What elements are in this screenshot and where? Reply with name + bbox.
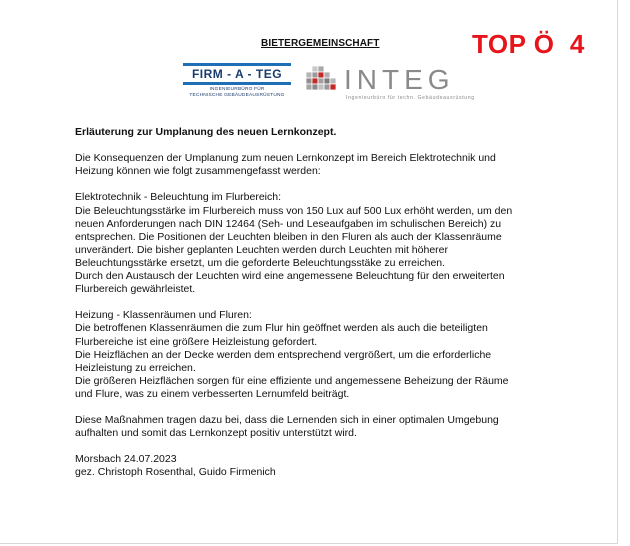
intro-line: Heizung können wie folgt zusammengefasst werden:: [75, 165, 321, 178]
section-electrical-line: unverändert. Die bisher geplanten Leuchten werden durch Leuchten mit höherer: [75, 243, 448, 256]
signature-date: Morsbach 24.07.2023: [75, 453, 177, 466]
integ-logo: [296, 63, 475, 103]
section-electrical-line: neuen Anforderungen nach DIN 12464 (Seh- und Leseaufgaben im schulischen Bereich) zu: [75, 217, 502, 230]
section-electrical-line: entsprechen. Die Positionen der Leuchten bleiben in den Fluren als auch der Klassenräume: [75, 230, 502, 243]
firm-a-teg-logo: [183, 62, 291, 102]
firm-a-teg-subtitle-line2: TECHNISCHE GEBÄUDEAUSRÜSTUNG: [189, 93, 285, 98]
conclusion-line: Diese Maßnahmen tragen dazu bei, dass die Lernenden sich in einer optimalen Umgebung: [75, 414, 499, 427]
section-heating-line: Die Heizflächen an der Decke werden dem entsprechend vergrößert, um die erforderliche: [75, 348, 492, 361]
section-heating-line: Die größeren Heizflächen sorgen für eine effiziente und angemessene Beheizung der Räume: [75, 374, 509, 387]
section-heating-line: und Flure, was zu einem verbesserten Lernumfeld beiträgt.: [75, 387, 350, 400]
section-electrical-line: Die Beleuchtungsstärke im Flurbereich muss von 150 Lux auf 500 Lux erhöht werden, um den: [75, 204, 513, 217]
firm-a-teg-subtitle: [183, 87, 291, 99]
agenda-item-label: TOP Ö 4: [472, 29, 585, 59]
signature-names: gez. Christoph Rosenthal, Guido Firmenich: [75, 466, 276, 479]
section-electrical-line: Beleuchtungsstärke ersetzt, um die geforderte Beleuchtungsstäke zu erreichen.: [75, 256, 446, 269]
section-heating-line: Flurbereiche ist eine größere Heizleistung gefordert.: [75, 335, 318, 348]
firm-a-teg-wordmark: FIRM - A - TEG: [191, 66, 283, 81]
section-electrical-heading: Elektrotechnik - Beleuchtung im Flurbereich:: [75, 191, 282, 204]
section-heating-line: Die betroffenen Klassenräumen die zum Flur hin geöffnet werden als auch die beteiligten: [75, 322, 488, 335]
section-electrical-line: Flurbereich gewährleistet.: [75, 283, 196, 296]
conclusion-line: aufhalten und somit das Lernkonzept positiv unterstützt wird.: [75, 427, 357, 440]
section-electrical-line: Durch den Austausch der Leuchten wird eine angemessene Beleuchtung für den erweiterten: [75, 270, 505, 283]
intro-line: Die Konsequenzen der Umplanung zum neuen Lernkonzept im Bereich Elektrotechnik und: [75, 152, 496, 165]
integ-cube-icon: [300, 64, 344, 96]
logo-bar-middle: [183, 82, 291, 85]
document-body: [75, 126, 565, 480]
section-heating-heading: Heizung - Klassenräumen und Fluren:: [75, 309, 252, 322]
document-title: Erläuterung zur Umplanung des neuen Lernkonzept.: [75, 126, 337, 138]
consortium-heading: BIETERGEMEINSCHAFT: [261, 38, 380, 49]
integ-wordmark: INTEG: [344, 64, 455, 95]
integ-tagline: Ingenieurbüro für techn. Gebäudeausrüstung: [346, 95, 475, 101]
section-heating-line: Heizleistung zu erreichen.: [75, 361, 196, 374]
firm-a-teg-subtitle-line1: INGENIEURBÜRO FÜR: [209, 87, 265, 92]
